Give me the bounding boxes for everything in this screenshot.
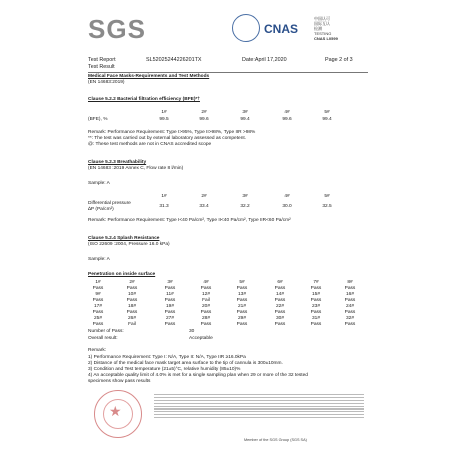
penetration-heading: Penetration on inside surface xyxy=(88,272,156,277)
specimen-id: 4# xyxy=(203,280,209,285)
bfe-col-header: 2# xyxy=(201,110,207,115)
specimen-id: 21# xyxy=(237,304,246,309)
legal-fine-print xyxy=(154,394,364,428)
specimen-id: 12# xyxy=(201,292,210,297)
specimen-result: Pass xyxy=(274,297,286,303)
specimen-result: Pass xyxy=(236,285,248,291)
specimen-result: Pass xyxy=(126,309,138,315)
specimen-id: 14# xyxy=(275,292,284,297)
specimen-id: 18# xyxy=(127,304,136,309)
specimen-id: 1# xyxy=(95,280,101,285)
bfe-note-external: **: The test was carried out by external laboratory assessed as competent. xyxy=(88,136,247,141)
breath-value: 31.3 xyxy=(159,204,169,209)
specimen-id: 15# xyxy=(311,292,320,297)
overall-result-value: Acceptable xyxy=(189,336,213,341)
page-number: Page 2 of 3 xyxy=(325,57,353,63)
specimen-id: 29# xyxy=(237,316,246,321)
bfe-row-label: (BFE), % xyxy=(88,117,108,122)
splash-method: (ISO 22609 :2004, Pressure 16.0 kPa) xyxy=(88,242,170,247)
specimen-id: 31# xyxy=(311,316,320,321)
bfe-remark: Remark: Performance Requirement: Type I>95%, Type II>98%, Type IIR >98% xyxy=(88,130,256,135)
bfe-heading: Clause 5.2.2 Bacterial filtration efficiency (BFE)*† xyxy=(88,97,200,102)
ilac-mra-logo xyxy=(232,14,260,42)
specimen-id: 19# xyxy=(165,304,174,309)
splash-heading: Clause 5.2.4 Splash Resistance xyxy=(88,236,160,241)
specimen-result: Pass xyxy=(236,321,248,327)
specimen-id: 2# xyxy=(129,280,135,285)
specimen-result: Pass xyxy=(92,297,104,303)
header-divider xyxy=(88,72,368,73)
specimen-id: 3# xyxy=(167,280,173,285)
breathability-sample: Sample: A xyxy=(88,181,110,186)
specimen-result: Pass xyxy=(126,285,138,291)
specimen-result: Pass xyxy=(310,297,322,303)
breath-value: 32.2 xyxy=(240,204,250,209)
bfe-value: 99.5 xyxy=(159,117,169,122)
specimen-result: Pass xyxy=(92,309,104,315)
specimen-result: Fail xyxy=(202,297,210,303)
specimen-result: Pass xyxy=(164,321,176,327)
specimen-result: Pass xyxy=(274,309,286,315)
bfe-col-header: 5# xyxy=(324,110,330,115)
specimen-id: 9# xyxy=(95,292,101,297)
bfe-value: 99.4 xyxy=(240,117,250,122)
specimen-result: Pass xyxy=(92,285,104,291)
specimen-id: 11# xyxy=(166,292,174,297)
specimen-result: Pass xyxy=(310,309,322,315)
specimen-result: Pass xyxy=(164,309,176,315)
specimen-id: 7# xyxy=(313,280,319,285)
overall-result-label: Overall result: xyxy=(88,336,118,341)
specimen-result: Pass xyxy=(310,321,322,327)
breath-value: 30.0 xyxy=(282,204,292,209)
specimen-id: 27# xyxy=(165,316,174,321)
pass-count-value: 30 xyxy=(189,329,195,334)
breath-col-header: 4# xyxy=(284,194,290,199)
standard-code: (EN 14683:2019) xyxy=(88,80,125,85)
remark-item: 1) Performance Requirement: Type I: N/A, Type II: N/A, Type IIR ≥16.0kPa xyxy=(88,355,246,360)
specimen-id: 32# xyxy=(345,316,354,321)
breath-row-unit: ∆P (Pa/cm²) xyxy=(88,207,114,212)
specimen-id: 20# xyxy=(201,304,210,309)
breath-col-header: 2# xyxy=(201,194,207,199)
breathability-remark: Remark: Performance Requirement: Type I<40 Pa/cm², Type II<40 Pa/cm², Type IIR<60 Pa/cm² xyxy=(88,218,291,223)
specimen-result: Pass xyxy=(274,285,286,291)
breath-col-header: 5# xyxy=(324,194,330,199)
specimen-result: Pass xyxy=(344,309,356,315)
pass-count-label: Number of Pass: xyxy=(88,329,124,334)
standard-title: Medical Face Masks-Requirements and Test Methods xyxy=(88,74,210,79)
specimen-result: Pass xyxy=(236,309,248,315)
specimen-result: Pass xyxy=(344,297,356,303)
specimen-id: 13# xyxy=(237,292,246,297)
specimen-id: 8# xyxy=(347,280,353,285)
specimen-result: Pass xyxy=(164,285,176,291)
bfe-note-cnas: @: These test methods are not in CNAS accredited scope xyxy=(88,142,212,147)
specimen-id: 24# xyxy=(345,304,354,309)
specimen-result: Pass xyxy=(344,321,356,327)
breathability-heading: Clause 5.2.3 Breathability xyxy=(88,160,147,165)
specimen-result: Pass xyxy=(344,285,356,291)
specimen-id: 30# xyxy=(275,316,284,321)
test-report-label: Test Report xyxy=(88,57,116,63)
seal-star-icon: ★ xyxy=(109,403,122,419)
breath-col-header: 3# xyxy=(242,194,248,199)
specimen-id: 28# xyxy=(201,316,210,321)
breath-row-label: Differential pressure xyxy=(88,201,131,206)
specimen-id: 17# xyxy=(93,304,102,309)
breath-value: 32.5 xyxy=(322,204,332,209)
specimen-id: 10# xyxy=(127,292,136,297)
report-page xyxy=(74,6,378,446)
specimen-result: Pass xyxy=(126,297,138,303)
svg-text:CNAS: CNAS xyxy=(264,22,299,36)
remark-item: 3) Condition and Test temperature (21±5)°C, relative humidity (85±10)% xyxy=(88,367,241,372)
specimen-result: Pass xyxy=(92,321,104,327)
cert-info: 中国认可 国际互认 检测 TESTING CNAS L0599 xyxy=(314,16,338,41)
remarks-label: Remark: xyxy=(88,348,107,353)
specimen-result: Fail xyxy=(128,321,136,327)
remark-item: 2) Distance of the medical face mask target area surface to the tip of cannula is 300±10mm. xyxy=(88,361,283,366)
report-number: SL52025244226201TX xyxy=(146,57,202,63)
bfe-col-header: 4# xyxy=(284,110,290,115)
specimen-id: 25# xyxy=(93,316,102,321)
breathability-method: (EN 14683 :2019 Annex C, Flow rate 8 l/min) xyxy=(88,166,184,171)
specimen-result: Pass xyxy=(164,297,176,303)
breath-col-header: 1# xyxy=(161,194,167,199)
specimen-id: 6# xyxy=(277,280,283,285)
report-date: Date:April 17,2020 xyxy=(242,57,287,63)
remark-item: specimens show pass results xyxy=(88,379,151,384)
cnas-logo xyxy=(262,16,300,38)
specimen-id: 16# xyxy=(345,292,354,297)
breath-value: 33.4 xyxy=(199,204,209,209)
bfe-value: 99.6 xyxy=(282,117,292,122)
bfe-value: 99.6 xyxy=(199,117,209,122)
specimen-result: Pass xyxy=(200,285,212,291)
sgs-logo: SGS xyxy=(88,14,146,44)
test-result-label: Test Result xyxy=(88,64,115,70)
specimen-id: 23# xyxy=(311,304,320,309)
specimen-result: Pass xyxy=(200,309,212,315)
bfe-value: 99.4 xyxy=(322,117,332,122)
specimen-id: 22# xyxy=(275,304,284,309)
member-of-sgs: Member of the SGS Group (SGS SA) xyxy=(244,438,307,442)
bfe-col-header: 1# xyxy=(161,110,167,115)
bfe-col-header: 3# xyxy=(242,110,248,115)
specimen-result: Pass xyxy=(310,285,322,291)
specimen-result: Pass xyxy=(236,297,248,303)
specimen-id: 26# xyxy=(127,316,136,321)
specimen-result: Pass xyxy=(200,321,212,327)
specimen-result: Pass xyxy=(274,321,286,327)
splash-sample: Sample: A xyxy=(88,257,110,262)
remark-item: 4) An acceptable quality limit of 4.0% is met for a single sampling plan when 29 or more of the 32 tested xyxy=(88,373,308,378)
specimen-id: 5# xyxy=(239,280,245,285)
